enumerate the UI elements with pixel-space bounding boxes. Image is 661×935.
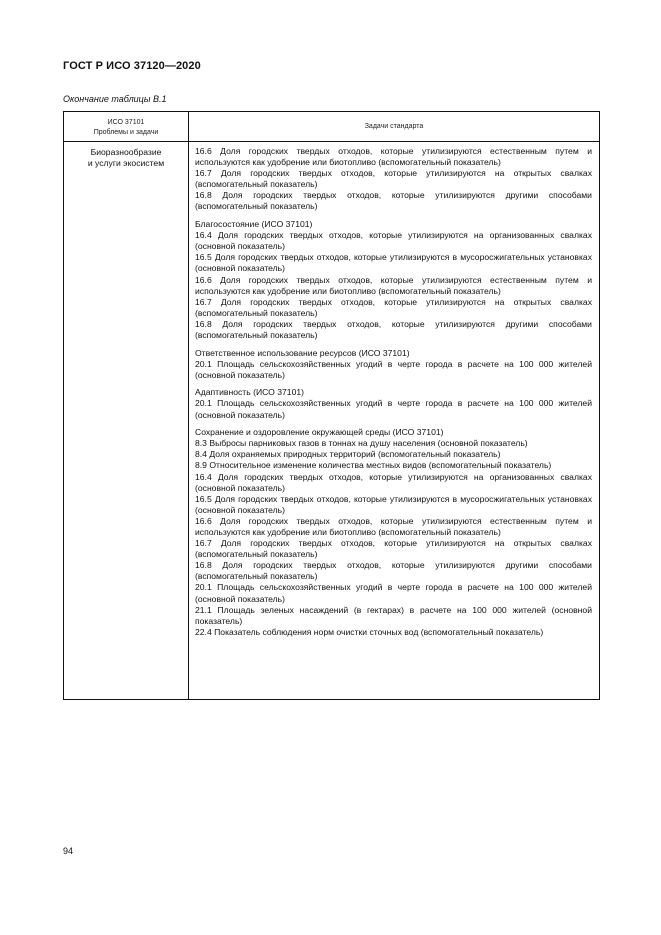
row-label-biodiversity xyxy=(64,147,188,169)
column-header-line: ИСО 37101 xyxy=(107,119,145,126)
indicator-line: 16.8 Доля городских твердых отходов, которые утилизируются другими способами (вспомогательный показатель) xyxy=(195,190,592,212)
indicator-line: 16.6 Доля городских твердых отходов, которые утилизируются естественным путем и используются как удобрение или биотопливо (вспомогательный показатель) xyxy=(195,515,592,537)
indicator-line: 16.7 Доля городских твердых отходов, которые утилизируются на открытых свалках (вспомогательный показатель) xyxy=(195,538,592,560)
indicator-line: 21.1 Площадь зеленых насаждений (в гектарах) в расчете на 100 000 жителей (основной показатель) xyxy=(195,604,592,626)
indicator-line: 16.8 Доля городских твердых отходов, которые утилизируются другими способами (вспомогательный показатель) xyxy=(195,560,592,582)
indicator-line: 8.3 Выбросы парниковых газов в тоннах на душу населения (основной показатель) xyxy=(195,438,528,449)
row-label-line: Биоразнообразие xyxy=(90,147,162,157)
indicator-group xyxy=(195,146,592,213)
column-header-tasks: Задачи стандарта xyxy=(364,123,424,130)
standards-table xyxy=(63,111,600,700)
column-header-line: Проблемы и задачи xyxy=(93,129,159,136)
indicator-line: 16.7 Доля городских твердых отходов, которые утилизируются на открытых свалках (вспомогательный показатель) xyxy=(195,168,592,190)
indicator-line: 16.5 Доля городских твердых отходов, которые утилизируются в мусоросжигательных установках (основной показатель) xyxy=(195,252,592,274)
indicator-group xyxy=(195,219,592,341)
indicator-line: 8.9 Относительное изменение количества местных видов (вспомогательный показатель) xyxy=(195,460,552,471)
indicator-line: 20.1 Площадь сельскохозяйственных угодий в черте города в расчете на 100 000 жителей (основной показатель) xyxy=(195,358,592,380)
indicator-group xyxy=(195,387,592,420)
standard-tasks-cell xyxy=(195,146,592,644)
indicator-line: 20.1 Площадь сельскохозяйственных угодий в черте города в расчете на 100 000 жителей (основной показатель) xyxy=(195,398,592,420)
indicator-line: 16.6 Доля городских твердых отходов, которые утилизируются естественным путем и используются как удобрение или биотопливо (вспомогательный показатель) xyxy=(195,146,592,168)
indicator-line: 8.4 Доля охраняемых природных территорий (вспомогательный показатель) xyxy=(195,449,501,460)
indicator-line: 16.8 Доля городских твердых отходов, которые утилизируются другими способами (вспомогательный показатель) xyxy=(195,318,592,340)
indicator-line: Ответственное использование ресурсов (ИСО 37101) xyxy=(195,347,410,358)
indicator-line: 16.4 Доля городских твердых отходов, которые утилизируются на организованных свалках (основной показатель) xyxy=(195,230,592,252)
indicator-group xyxy=(195,348,592,381)
indicator-line: Благосостояние (ИСО 37101) xyxy=(195,219,313,230)
table-caption: Окончание таблицы В.1 xyxy=(63,94,167,104)
row-label-line: и услуги экосистем xyxy=(87,158,165,168)
indicator-group xyxy=(195,427,592,638)
column-header-iso37101 xyxy=(64,118,188,138)
document-title: ГОСТ Р ИСО 37120—2020 xyxy=(63,60,201,72)
header-divider xyxy=(64,141,599,142)
indicator-line: 16.5 Доля городских твердых отходов, которые утилизируются в мусоросжигательных установках (основной показатель) xyxy=(195,493,592,515)
indicator-line: Адаптивность (ИСО 37101) xyxy=(195,387,304,398)
indicator-line: 16.7 Доля городских твердых отходов, которые утилизируются на открытых свалках (вспомогательный показатель) xyxy=(195,296,592,318)
indicator-line: 16.4 Доля городских твердых отходов, которые утилизируются на организованных свалках (основной показатель) xyxy=(195,471,592,493)
indicator-line: 22.4 Показатель соблюдения норм очистки сточных вод (вспомогательный показатель) xyxy=(195,626,544,637)
indicator-line: 20.1 Площадь сельскохозяйственных угодий в черте города в расчете на 100 000 жителей (основной показатель) xyxy=(195,582,592,604)
indicator-line: 16.6 Доля городских твердых отходов, которые утилизируются естественным путем и используются как удобрение или биотопливо (вспомогательный показатель) xyxy=(195,274,592,296)
indicator-line: Сохранение и оздоровление окружающей среды (ИСО 37101) xyxy=(195,427,444,438)
column-divider xyxy=(188,112,189,699)
page-number: 94 xyxy=(63,846,74,856)
